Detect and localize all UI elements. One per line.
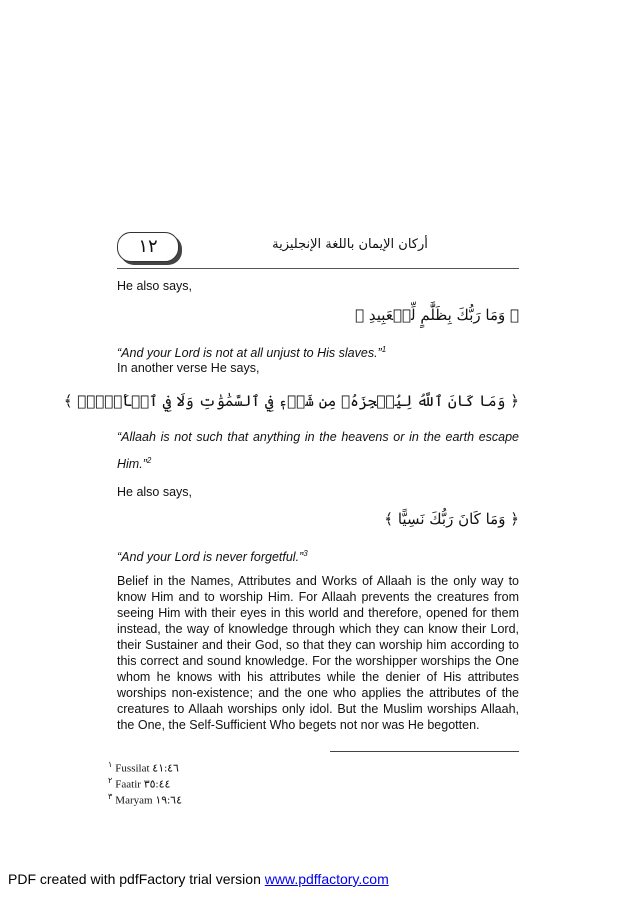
footnote-mark: ١ <box>108 760 113 769</box>
intro-text-1: He also says, <box>117 279 193 293</box>
quran-verse-3: ﴿ وَمَا كَانَ رَبُّكَ نَسِيًّا ﴾ <box>384 510 519 528</box>
footnote-1 <box>108 760 179 775</box>
watermark-text: PDF created with pdfFactory trial version <box>8 871 265 887</box>
footnote-mark: ٣ <box>108 792 113 801</box>
footnote-text: Fussilat ٤١:٤٦ <box>115 762 179 775</box>
verse-translation-2: “Allaah is not such that anything in the heavens or in the earth escape Him.”$^2$ <box>117 430 519 472</box>
page-number: ١٢ <box>117 232 179 262</box>
quran-verse-1: ﴿ وَمَا رَبُّكَ بِظَلَّٰمٍ لِّلۡعَبِيدِ ﴾ <box>355 306 519 324</box>
footnote-mark: ٢ <box>108 776 113 785</box>
footnote-ref-3: 3 <box>303 549 308 558</box>
intro-text-2: In another verse He says, <box>117 361 260 375</box>
running-header: أركان الإيمان باللغة الإنجليزية <box>272 237 428 252</box>
pdf-watermark <box>8 871 389 887</box>
header-divider <box>117 268 519 269</box>
verse-translation-1: “And your Lord is not at all unjust to His slaves.”$^1$ <box>117 345 387 361</box>
intro-text-3: He also says, <box>117 485 193 499</box>
quran-verse-2: ﴿ وَمَا كَانَ ٱللَّهُ لِيُعۡجِزَهُۥ مِن شَيۡءٖ فِي ٱلسَّمَٰوَٰتِ وَلَا فِي ٱلۡأَرۡضِۚ ﴾ <box>63 392 519 410</box>
footnote-ref-1: 1 <box>381 345 387 354</box>
body-paragraph: Belief in the Names, Attributes and Works of Allaah is the only way to know Him and to worship Him. For Allaah prevents the creatures from seeing Him with their eyes in this world and therefore, opened for them instead, the way of knowledge through which they can know their Lord, their Sustainer and their God, so that they can worship him according to this correct and sound knowledge. For the worshipper worships the One whom he knows with his attributes while the denier of His attributes worships non-existence; and the one who applies the attributes of the creatures to Allaah worships only idol. But the Muslim worships Allaah, the One, the Self-Sufficient Who begets not nor was He begotten. <box>117 574 519 732</box>
footnote-text: Faatir ٣٥:٤٤ <box>115 778 171 791</box>
footnote-3 <box>108 792 182 807</box>
footnote-2 <box>108 776 170 791</box>
footnote-divider <box>330 751 519 752</box>
verse-translation-3: “And your Lord is never forgetful.”$^3$ <box>117 549 308 565</box>
pdffactory-link[interactable]: www.pdffactory.com <box>264 871 389 887</box>
footnote-text: Maryam ١٩:٦٤ <box>115 794 183 807</box>
footnote-ref-2: 2 <box>146 456 152 465</box>
